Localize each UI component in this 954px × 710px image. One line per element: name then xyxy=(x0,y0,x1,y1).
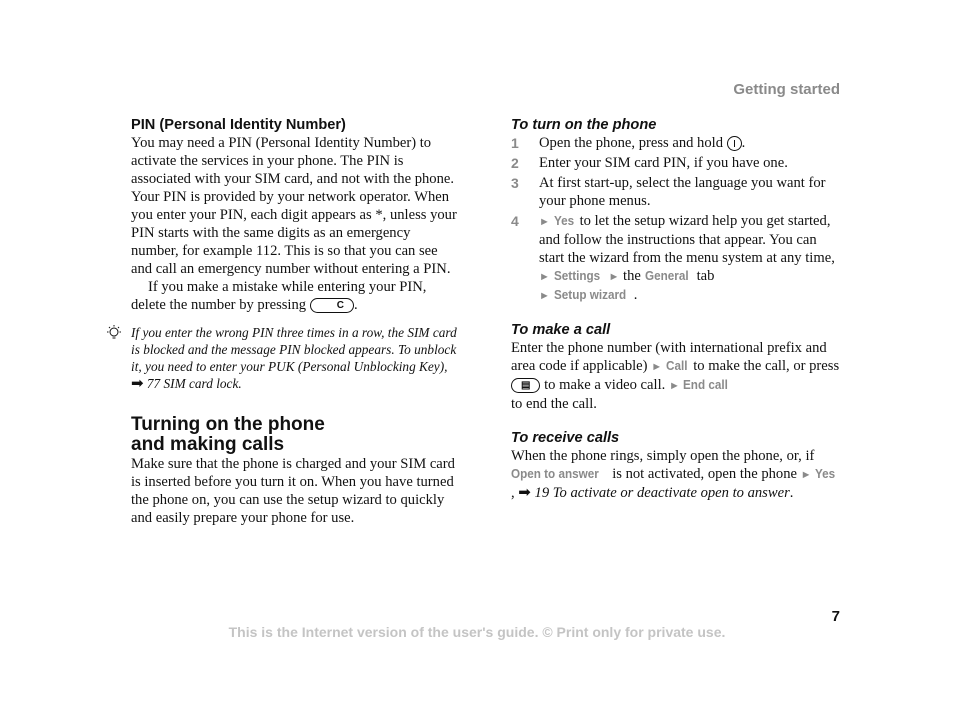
pin-mistake-end: . xyxy=(353,297,358,313)
step-text: tab xyxy=(696,268,715,284)
tip-end: . xyxy=(238,376,242,391)
menu-call: Call xyxy=(665,358,688,373)
list-item xyxy=(511,212,841,305)
menu-yes: Yes xyxy=(553,213,574,228)
step-text: to let the setup wizard help you get started, and follow the instructions that appear. You can start the wizard from the menu system at any time, xyxy=(539,213,835,266)
pin-mistake-text: If you make a mistake while entering your PIN, delete the number by pressing xyxy=(131,279,427,313)
receive-calls-heading: To receive calls xyxy=(511,430,620,446)
step-number: 1 xyxy=(511,135,519,151)
step-number: 4 xyxy=(511,213,519,229)
pin-paragraph: You may need a PIN (Personal Identity Number) to activate the services in your phone. The PIN is associated with your SIM card, and not with the phone. Your PIN is provided by your network operator. When you enter your PIN, each digit appears as *, unless your PIN starts with the same digits as an emergency number, for example 112. This is so that you can see and call an emergency number without entering a PIN. xyxy=(131,135,457,277)
menu-arrow-icon: ► xyxy=(539,216,550,228)
pin-heading: PIN (Personal Identity Number) xyxy=(131,117,346,133)
list-item xyxy=(511,174,841,210)
menu-arrow-icon: ► xyxy=(651,361,663,373)
reference-arrow-icon: ➡ xyxy=(131,376,144,392)
turn-on-steps xyxy=(511,134,841,305)
make-call-text: to end the call. xyxy=(511,396,597,412)
receive-text: When the phone rings, simply open the phone, or, if xyxy=(511,448,815,464)
make-call-heading: To make a call xyxy=(511,322,611,338)
menu-arrow-icon: ► xyxy=(539,271,550,283)
menu-end-call: End call xyxy=(683,377,729,392)
menu-arrow-icon: ► xyxy=(800,469,812,481)
menu-yes: Yes xyxy=(815,466,836,481)
menu-general: General xyxy=(644,268,689,283)
power-key-icon xyxy=(727,136,742,151)
left-column xyxy=(131,116,461,527)
step-number: 3 xyxy=(511,175,519,191)
make-call-paragraph xyxy=(511,339,841,413)
list-item xyxy=(511,134,841,152)
video-call-key-icon: ▤ xyxy=(511,378,540,393)
tip-text: If you enter the wrong PIN three times in a row, the SIM card is blocked and the message PIN blocked appears. To unblock it, you need to enter your PUK (Personal Unblocking Key), xyxy=(131,325,457,374)
reference-arrow-icon: ➡ xyxy=(518,485,531,501)
menu-setup-wizard: Setup wizard xyxy=(553,287,626,302)
turning-heading-line1: Turning on the phone xyxy=(131,414,325,435)
c-key-icon: C xyxy=(310,298,354,313)
step-end: . xyxy=(633,287,638,303)
step-number: 2 xyxy=(511,155,519,171)
make-call-text: to make a video call. xyxy=(544,377,666,393)
menu-settings: Settings xyxy=(553,268,600,283)
turning-on-paragraph: Make sure that the phone is charged and your SIM card is inserted before you turn it on. When you have turned the phone on, you can use the setup wizard to quickly and easily prepare your phone for use. xyxy=(131,456,455,526)
menu-open-to-answer: Open to answer xyxy=(511,466,599,481)
list-item xyxy=(511,154,841,172)
make-call-text: Enter the phone number (with international prefix and area code if applicable) xyxy=(511,340,827,374)
step-text: the xyxy=(623,268,641,284)
make-call-text: to make the call, or press xyxy=(693,358,840,374)
tip-reference[interactable]: 77 SIM card lock xyxy=(146,376,239,391)
menu-arrow-icon: ► xyxy=(608,271,620,283)
tip-note xyxy=(131,324,461,393)
receive-calls-paragraph: When the phone rings, simply open the phone, or, if Open to answer is not activated, open the phone ► Yes, ➡ 19 To activate or deactivate open to answer. xyxy=(511,448,836,501)
footer-notice: This is the Internet version of the user's guide. © Print only for private use. xyxy=(228,624,726,640)
page-number: 7 xyxy=(831,608,840,625)
pin-mistake-paragraph xyxy=(131,278,461,314)
turn-on-heading: To turn on the phone xyxy=(511,117,657,133)
menu-arrow-icon: ► xyxy=(668,380,680,392)
receive-text: is not activated, open the phone xyxy=(612,466,797,482)
menu-arrow-icon: ► xyxy=(539,290,550,302)
step-text: Open the phone, press and hold xyxy=(539,135,724,151)
lightbulb-icon xyxy=(105,324,123,342)
step-text: At first start-up, select the language you want for your phone menus. xyxy=(539,175,826,209)
receive-reference[interactable]: 19 To activate or deactivate open to answer xyxy=(534,485,790,501)
receive-end: . xyxy=(789,485,794,501)
turning-on-heading xyxy=(131,415,461,455)
step-text: Enter your SIM card PIN, if you have one. xyxy=(539,155,788,171)
section-header: Getting started xyxy=(733,81,840,98)
right-column xyxy=(511,116,841,502)
turning-heading-line2: and making calls xyxy=(131,434,285,455)
step-end: . xyxy=(741,135,746,151)
